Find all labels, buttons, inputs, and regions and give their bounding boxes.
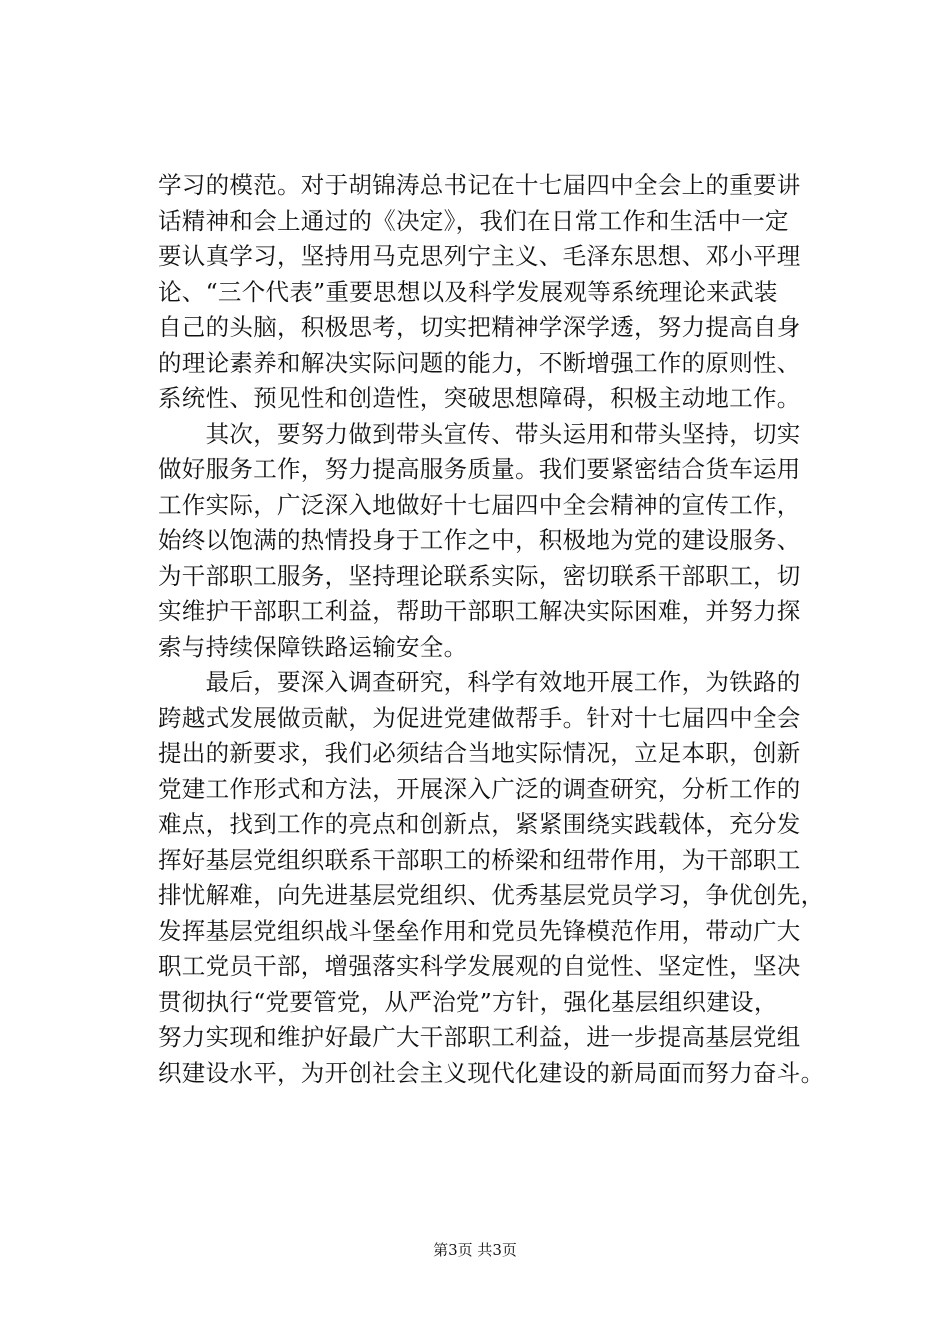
document-body [158, 168, 838, 1091]
text-line: 工作实际，广泛深入地做好十七届四中全会精神的宣传工作， [158, 490, 801, 519]
text-line: 发挥基层党组织战斗堡垒作用和党员先锋模范作用，带动广大 [158, 916, 801, 945]
text-line: 自己的头脑，积极思考，切实把精神学深学透，努力提高自身 [158, 313, 801, 341]
text-line: 始终以饱满的热情投身于工作之中，积极地为党的建设服务、 [158, 526, 801, 554]
text-line: 挥好基层党组织联系干部职工的桥梁和纽带作用，为干部职工 [158, 845, 801, 874]
text-line: 要认真学习，坚持用马克思列宁主义、毛泽东思想、邓小平理 [158, 242, 801, 270]
text-line: 提出的新要求，我们必须结合当地实际情况，立足本职，创新 [158, 739, 801, 767]
text-line: 难点，找到工作的亮点和创新点，紧紧围绕实践载体，充分发 [158, 810, 801, 838]
text-line: 为干部职工服务，坚持理论联系实际，密切联系干部职工，切 [158, 561, 801, 590]
text-line: 职工党员干部，增强落实科学发展观的自觉性、坚定性，坚决 [158, 952, 801, 980]
text-line: 实维护干部职工利益，帮助干部职工解决实际困难，并努力探 [158, 597, 801, 625]
text-line: 的理论素养和解决实际问题的能力，不断增强工作的原则性、 [158, 348, 801, 377]
text-line: 话精神和会上通过的《决定》，我们在日常工作和生活中一定 [158, 206, 789, 235]
page-number-label: 第3页 共3页 [433, 1241, 517, 1259]
text-line: 努力实现和维护好最广大干部职工利益，进一步提高基层党组 [158, 1023, 801, 1051]
text-line: 索与持续保障铁路运输安全。 [158, 632, 468, 661]
text-line: 排忧解难，向先进基层党组织、优秀基层党员学习，争优创先， [158, 881, 825, 909]
page-footer [0, 1240, 950, 1260]
text-line: 党建工作形式和方法，开展深入广泛的调查研究，分析工作的 [158, 774, 801, 803]
text-line: 织建设水平，为开创社会主义现代化建设的新局面而努力奋斗。 [158, 1058, 825, 1087]
text-line: 论、“三个代表”重要思想以及科学发展观等系统理论来武装 [158, 277, 778, 306]
text-line: 跨越式发展做贡献，为促进党建做帮手。针对十七届四中全会 [158, 703, 801, 732]
text-line: 贯彻执行“党要管党，从严治党”方针，强化基层组织建设， [158, 987, 778, 1016]
text-line: 学习的模范。对于胡锦涛总书记在十七届四中全会上的重要讲 [158, 171, 801, 199]
text-line: 做好服务工作，努力提高服务质量。我们要紧密结合货车运用 [158, 455, 801, 483]
text-line: 系统性、预见性和创造性，突破思想障碍，积极主动地工作。 [158, 384, 801, 412]
text-line: 最后，要深入调查研究，科学有效地开展工作，为铁路的 [158, 668, 801, 696]
text-line: 其次，要努力做到带头宣传、带头运用和带头坚持，切实 [158, 419, 801, 448]
